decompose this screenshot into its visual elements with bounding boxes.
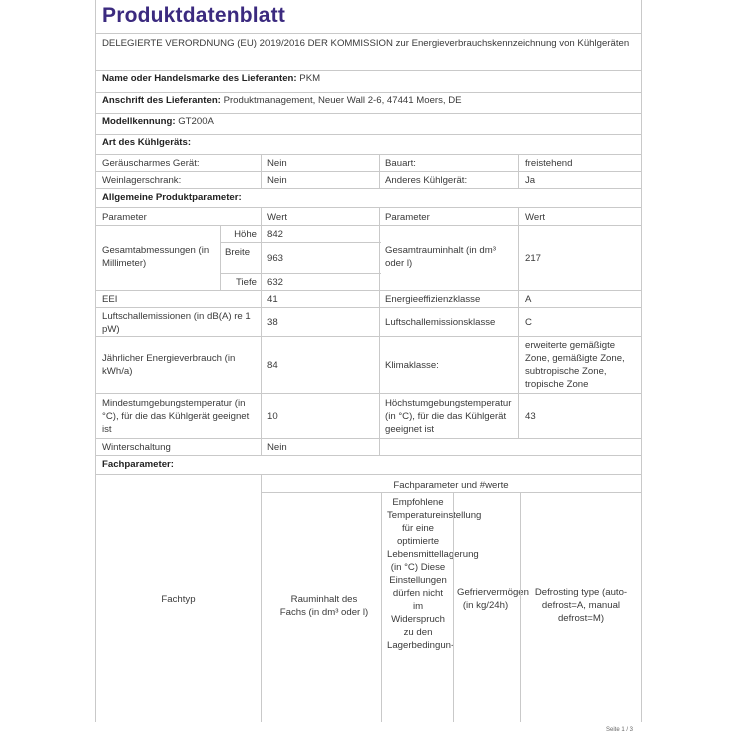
width-value: 963 [267, 253, 284, 264]
noise-class-label: Luftschallemissionsklasse [385, 317, 496, 328]
supplier-name-value: PKM [299, 73, 321, 84]
depth-value: 632 [267, 277, 284, 288]
height-value: 842 [267, 229, 284, 240]
other-value: Ja [525, 175, 536, 186]
wine-label: Weinlagerschrank: [102, 175, 182, 186]
max-temp-value: 43 [525, 411, 536, 422]
model-row [98, 113, 638, 133]
param-header-2: Parameter [385, 212, 430, 223]
supplier-name-label: Name oder Handelsmarke des Lieferanten: [102, 73, 297, 84]
design-value: freistehend [525, 158, 573, 169]
datasheet-page [95, 0, 642, 722]
min-temp-value: 10 [267, 411, 278, 422]
energy-value: 84 [267, 360, 278, 371]
noise-label: Luftschallemissionen (in dB(A) re 1 pW) [102, 311, 251, 335]
page-number: Seite 1 / 3 [606, 727, 634, 733]
climate-value: erweiterte gemäßigte Zone, gemäßigte Zone, subtropische Zone, tropische Zone [525, 340, 625, 390]
height-label: Höhe [234, 229, 257, 240]
eei-value: 41 [267, 294, 278, 305]
supplier-address-label: Anschrift des Lieferanten: [102, 95, 221, 106]
eei-label: EEI [102, 294, 118, 305]
max-temp-label: Höchstumgebungstemperatur (in °C), für die das Kühlgerät geeignet ist [385, 398, 512, 435]
width-label: Breite [225, 247, 251, 258]
eclass-label: Energieeffizienzklasse [385, 294, 481, 305]
min-temp-label: Mindestumgebungstemperatur (in °C), für die das Kühlgerät geeignet ist [102, 398, 250, 435]
energy-label: Jährlicher Energieverbrauch (in kWh/a) [102, 353, 236, 377]
winter-label: Winterschaltung [102, 442, 171, 453]
eclass-value: A [525, 294, 532, 305]
other-label: Anderes Kühlgerät: [385, 175, 468, 186]
defrost-header: Defrosting type (auto-defrost=A, manual defrost=M) [534, 587, 628, 624]
regulation-text: DELEGIERTE VERORDNUNG (EU) 2019/2016 DER KOMMISSION zur Energieverbrauchskennzeichnung von Kühlgeräten [102, 38, 630, 49]
low-noise-label: Geräuscharmes Gerät: [102, 158, 200, 169]
general-heading: Allgemeine Produktparameter: [102, 192, 242, 203]
low-noise-value: Nein [267, 158, 287, 169]
volume-header: Rauminhalt des Fachs (in dm³ oder l) [279, 594, 369, 618]
temp-header: Empfohlene Temperatureinstellung für eine optimierte Lebensmittellagerung (in °C) Diese Einstellungen dürfen nicht im Widerspruch zu den Lagerbedingun- [387, 497, 482, 651]
freeze-header: Gefriervermögen (in kg/24h) [457, 587, 529, 611]
type-header: Fachtyp [161, 594, 196, 605]
model-value: GT200A [178, 116, 214, 127]
device-type-heading: Art des Kühlgeräts: [102, 137, 192, 148]
value-header: Wert [267, 212, 288, 223]
model-label: Modellkennung: [102, 116, 176, 127]
noise-class-value: C [525, 317, 532, 328]
winter-value: Nein [267, 442, 287, 453]
volume-label: Gesamtrauminhalt (in dm³ oder l) [385, 245, 496, 269]
wine-value: Nein [267, 175, 287, 186]
supplier-name-row [98, 70, 638, 90]
depth-label: Tiefe [236, 277, 257, 288]
compartment-heading: Fachparameter: [102, 459, 174, 470]
noise-value: 38 [267, 317, 278, 328]
page-title: Produktdatenblatt [102, 4, 286, 27]
volume-value: 217 [525, 253, 542, 264]
dimensions-label: Gesamtabmessungen (in Millimeter) [102, 245, 210, 269]
value-header-2: Wert [525, 212, 546, 223]
supplier-address-value: Produktmanagement, Neuer Wall 2-6, 47441 Moers, DE [223, 95, 462, 106]
compartment-group-header: Fachparameter und #werte [393, 480, 509, 491]
param-header: Parameter [102, 212, 147, 223]
supplier-address-row [98, 92, 638, 112]
climate-label: Klimaklasse: [385, 360, 439, 371]
design-label: Bauart: [385, 158, 416, 169]
